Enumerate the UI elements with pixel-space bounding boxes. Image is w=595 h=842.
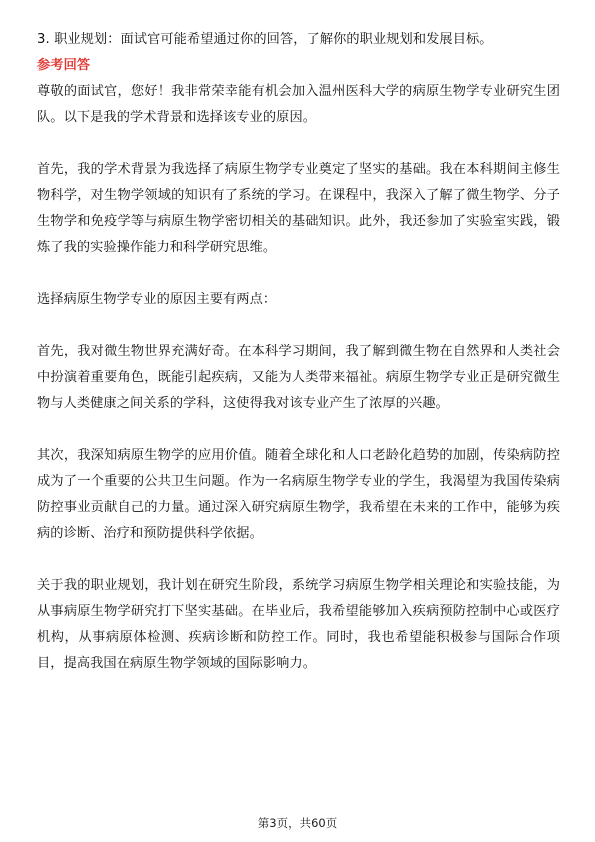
answer-label: 参考回答	[37, 58, 91, 73]
question-text: 3. 职业规划：面试官可能希望通过你的回答，了解你的职业规划和发展目标。	[37, 32, 493, 47]
paragraph-reason-curiosity: 首先，我对微生物世界充满好奇。在本科学习期间，我了解到微生物在自然界和人类社会中扮演着重要角色，既能引起疾病，又能为人类带来福祉。病原生物学专业正是研究微生物与人类健康之间关系的学科，这使得我对该专业产生了浓厚的兴趣。	[37, 344, 560, 411]
paragraph-career-plan: 关于我的职业规划，我计划在研究生阶段，系统学习病原生物学相关理论和实验技能，为从事病原生物学研究打下坚实基础。在毕业后，我希望能够加入疾病预防控制中心或医疗机构，从事病原体检测、疾病诊断和防控工作。同时，我也希望能积极参与国际合作项目，提高我国在病原生物学领域的国际影响力。	[37, 578, 560, 671]
paragraph-reasons-intro: 选择病原生物学专业的原因主要有两点：	[37, 292, 277, 307]
paragraph-greeting: 尊敬的面试官，您好！我非常荣幸能有机会加入温州医科大学的病原生物学专业研究生团队。以下是我的学术背景和选择该专业的原因。	[37, 84, 560, 125]
page-number-footer: 第3页，共60页	[257, 816, 338, 830]
paragraph-reason-application: 其次，我深知病原生物学的应用价值。随着全球化和人口老龄化趋势的加剧，传染病防控成为了一个重要的公共卫生问题。作为一名病原生物学专业的学生，我渴望为我国传染病防控事业贡献自己的力量。通过深入研究病原生物学，我希望在未来的工作中，能够为疾病的诊断、治疗和预防提供科学依据。	[37, 448, 560, 541]
paragraph-academic-background: 首先，我的学术背景为我选择了病原生物学专业奠定了坚实的基础。我在本科期间主修生物科学，对生物学领域的知识有了系统的学习。在课程中，我深入了解了微生物学、分子生物学和免疫学等与病原生物学密切相关的基础知识。此外，我还参加了实验室实践，锻炼了我的实验操作能力和科学研究思维。	[37, 162, 560, 255]
page-content	[37, 27, 560, 677]
